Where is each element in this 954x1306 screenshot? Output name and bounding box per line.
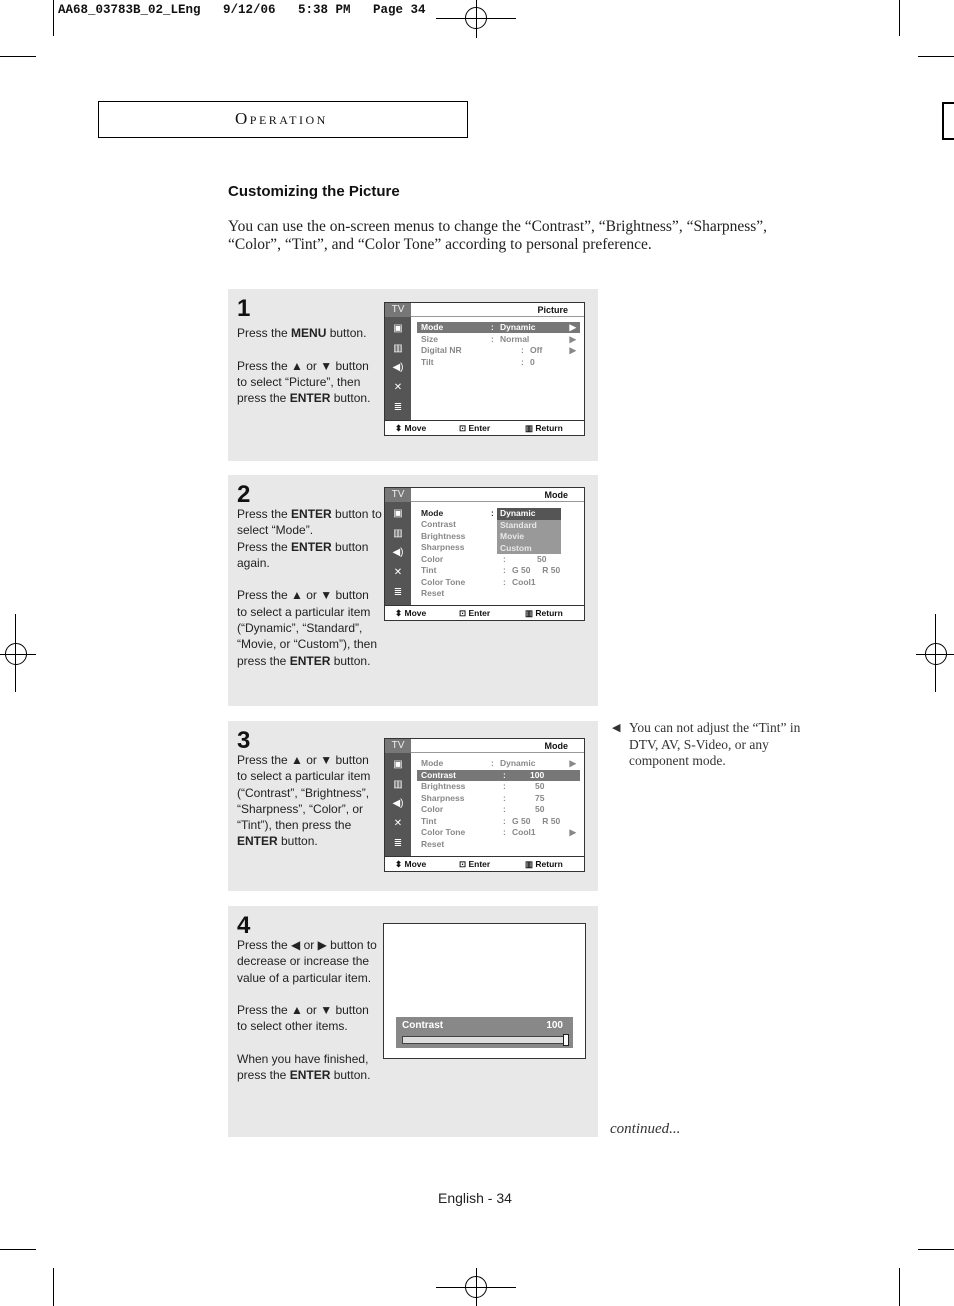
step-instructions: Press the MENU button. Press the ▲ or ▼ button to select “Picture”, then press the ENTER button. — [237, 326, 371, 406]
side-note — [612, 720, 822, 770]
picture-icon: ▥ — [393, 528, 403, 539]
osd-icon-column — [385, 488, 411, 606]
enter-hint: ⊡ Enter — [459, 859, 491, 869]
mode-options-popup — [497, 508, 561, 554]
return-hint: ▥ Return — [525, 859, 563, 869]
step-number: 1 — [237, 295, 251, 322]
return-hint: ▥ Return — [525, 608, 563, 618]
menu-row-tint[interactable]: Tint : G 50 R 50 — [421, 565, 561, 575]
registration-mark — [925, 643, 947, 665]
crop-mark — [918, 56, 954, 57]
step-number: 3 — [237, 727, 251, 754]
section-title: Operation — [235, 109, 328, 128]
slider-value: 100 — [546, 1020, 563, 1031]
screen-rule — [411, 501, 584, 502]
step-number: 2 — [237, 481, 251, 508]
menu-row-reset[interactable]: Reset — [421, 588, 445, 598]
menu-row-sharpness[interactable]: Sharpness — [421, 542, 465, 552]
osd-screen — [384, 302, 585, 436]
screen-footer — [385, 420, 584, 435]
osd-screen — [384, 738, 585, 872]
crop-mark — [53, 1268, 54, 1306]
menu-row-mode[interactable]: Mode : Dynamic ▶ — [417, 322, 580, 333]
registration-mark — [465, 1276, 487, 1298]
osd-screen — [383, 923, 586, 1059]
slider-track[interactable] — [402, 1036, 569, 1044]
channel-icon: ✕ — [393, 382, 403, 393]
crop-mark — [0, 56, 36, 57]
continued-label: continued... — [610, 1121, 681, 1137]
screen-title: Mode — [544, 490, 568, 500]
move-hint: ⬍ Move — [395, 608, 427, 618]
crop-mark — [53, 0, 54, 36]
step-4 — [228, 906, 598, 1137]
option-standard[interactable]: Standard — [500, 519, 537, 530]
menu-row-reset[interactable]: Reset — [421, 839, 445, 849]
tv-label: TV — [385, 488, 411, 502]
screen-rule — [411, 316, 584, 317]
sound-icon: ◀) — [392, 362, 404, 373]
step-1 — [228, 289, 598, 461]
step-2 — [228, 475, 598, 706]
menu-row-color[interactable]: Color : 50 — [421, 554, 547, 564]
tv-label: TV — [385, 303, 411, 317]
setup-icon: ≣ — [393, 402, 403, 413]
menu-row-sharpness[interactable]: Sharpness : 75 — [421, 793, 545, 803]
menu-row-size[interactable]: Size : Normal ▶ — [421, 334, 576, 344]
crop-mark — [918, 1249, 954, 1250]
slider-fill — [403, 1037, 568, 1043]
enter-hint: ⊡ Enter — [459, 608, 491, 618]
crop-mark — [899, 1268, 900, 1306]
page-heading: Customizing the Picture — [228, 183, 400, 200]
enter-hint: ⊡ Enter — [459, 423, 491, 433]
note-arrow-icon: ◀ — [612, 722, 621, 734]
input-icon: ▣ — [393, 508, 403, 519]
step-instructions: Press the ◀ or ▶ button to decrease or increase the value of a particular item. Press the ▲ or ▼ button to select other items. When you have finished, press the ENTER button. — [237, 938, 377, 1083]
input-icon: ▣ — [393, 759, 403, 770]
step-number: 4 — [237, 912, 251, 939]
page-number: English - 34 — [438, 1190, 512, 1206]
page-tab — [942, 102, 954, 140]
option-dynamic[interactable]: Dynamic — [497, 508, 561, 520]
registration-mark — [5, 643, 27, 665]
step-instructions: Press the ▲ or ▼ button to select a particular item (“Contrast”, “Brightness”, “Sharpness”, “Color”, or “Tint”), then press the ENTER button. — [237, 753, 371, 849]
sound-icon: ◀) — [392, 547, 404, 558]
step-instructions: Press the ENTER button to select “Mode”. Press the ENTER button again. Press the ▲ or ▼ button to select a particular item (“Dynamic”, “Standard”, “Movie, or “Custom”), then press the ENTER button. — [237, 507, 382, 668]
osd-icon-column — [385, 303, 411, 421]
menu-row-color-tone[interactable]: Color Tone : Cool1 ▶ — [421, 827, 576, 837]
step-3 — [228, 721, 598, 891]
menu-row-tilt[interactable]: Tilt : 0 — [421, 357, 535, 367]
menu-row-brightness[interactable]: Brightness — [421, 531, 466, 541]
menu-row-color[interactable]: Color : 50 — [421, 804, 545, 814]
setup-icon: ≣ — [393, 587, 403, 598]
screen-title: Picture — [537, 305, 568, 315]
menu-row-mode[interactable]: Mode : Dynamic ▶ — [421, 758, 576, 768]
osd-icon-column — [385, 739, 411, 857]
move-hint: ⬍ Move — [395, 423, 427, 433]
channel-icon: ✕ — [393, 567, 403, 578]
setup-icon: ≣ — [393, 838, 403, 849]
screen-title: Mode — [544, 741, 568, 751]
menu-row-tint[interactable]: Tint : G 50 R 50 — [421, 816, 561, 826]
menu-row-digital-nr[interactable]: Digital NR : Off ▶ — [421, 345, 576, 355]
tv-label: TV — [385, 739, 411, 753]
osd-screen — [384, 487, 585, 621]
return-hint: ▥ Return — [525, 423, 563, 433]
option-custom[interactable]: Custom — [500, 542, 532, 553]
slider-panel — [396, 1017, 573, 1048]
registration-mark — [465, 7, 487, 29]
menu-row-contrast[interactable]: Contrast — [421, 519, 456, 529]
slider-label: Contrast — [402, 1020, 444, 1031]
note-text: You can not adjust the “Tint” in DTV, AV, S-Video, or any component mode. — [629, 720, 801, 768]
screen-footer — [385, 856, 584, 871]
slider-thumb[interactable] — [563, 1034, 569, 1046]
menu-row-color-tone[interactable]: Color Tone : Cool1 — [421, 577, 536, 587]
sound-icon: ◀) — [392, 798, 404, 809]
crop-mark — [0, 1249, 36, 1250]
screen-footer — [385, 605, 584, 620]
picture-icon: ▥ — [393, 779, 403, 790]
screen-rule — [411, 752, 584, 753]
option-movie[interactable]: Movie — [500, 531, 525, 541]
intro-paragraph: You can use the on-screen menus to change the “Contrast”, “Brightness”, “Sharpness”, “Color”, “Tint”, and “Color Tone” according to personal preference. — [228, 218, 768, 253]
menu-row-mode[interactable]: Mode : — [421, 508, 494, 518]
picture-icon: ▥ — [393, 343, 403, 354]
move-hint: ⬍ Move — [395, 859, 427, 869]
input-icon: ▣ — [393, 323, 403, 334]
crop-mark — [899, 0, 900, 36]
channel-icon: ✕ — [393, 818, 403, 829]
print-header: AA68_03783B_02_LEng 9/12/06 5:38 PM Page 34 — [58, 3, 426, 17]
menu-row-contrast[interactable]: Contrast : 100 — [417, 770, 580, 781]
menu-row-brightness[interactable]: Brightness : 50 — [421, 781, 545, 791]
